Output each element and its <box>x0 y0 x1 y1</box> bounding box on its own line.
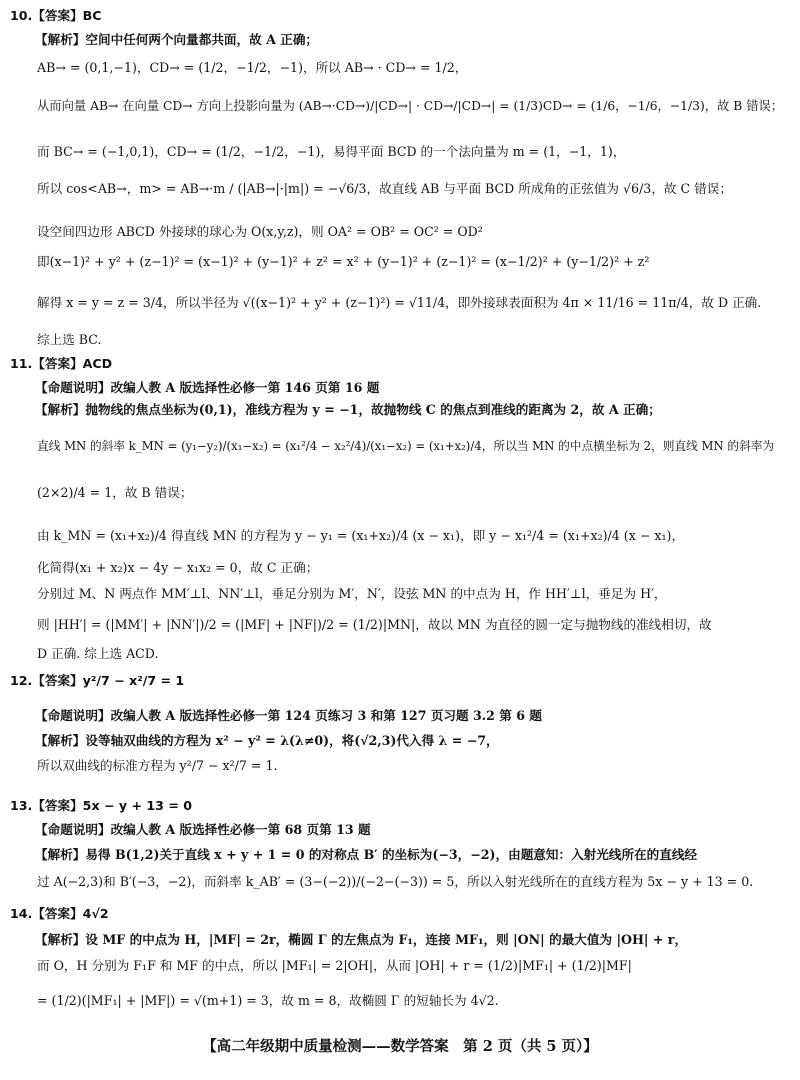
answer-text-line: 即(x−1)² + y² + (z−1)² = (x−1)² + (y−1)² + z² = x² + (y−1)² + (z−1)² = (x−1/2)² + (y−1/2)² + z² <box>37 254 650 269</box>
answer-text-line: (2×2)/4 = 1，故 B 错误； <box>37 485 193 500</box>
answer-text-line: 设空间四边形 ABCD 外接球的球心为 O(x,y,z)，则 OA² = OB² = OC² = OD² <box>37 224 483 239</box>
question-answer-line: 10.【答案】BC <box>10 8 102 23</box>
answer-text-line: = (1/2)(|MF₁| + |MF|) = √(m+1) = 3，故 m = 8，故椭圆 Γ 的短轴长为 4√2. <box>37 993 499 1008</box>
answer-text-line: 所以 cos<AB→，m> = AB→·m / (|AB→|·|m|) = −√6/3，故直线 AB 与平面 BCD 所成角的正弦值为 √6/3，故 C 错误； <box>37 181 732 196</box>
answer-text-line: 【命题说明】改编人教 A 版选择性必修一第 124 页练习 3 和第 127 页习题 3.2 第 6 题 <box>35 708 543 723</box>
answer-text-line: AB→ = (0,1,−1)，CD→ = (1/2，−1/2，−1)，所以 AB→ · CD→ = 1/2， <box>37 60 468 75</box>
answer-text-line: 而 BC→ = (−1,0,1)，CD→ = (1/2，−1/2，−1)，易得平面 BCD 的一个法向量为 m = (1，−1，1)， <box>37 144 626 159</box>
question-answer-line: 14.【答案】4√2 <box>10 906 109 921</box>
answer-text-line: 过 A(−2,3)和 B′(−3，−2)，而斜率 k_AB′ = (3−(−2))/(−2−(−3)) = 5，所以入射光线所在的直线方程为 5x − y + 13 = 0. <box>37 874 754 889</box>
answer-text-line: 由 k_MN = (x₁+x₂)/4 得直线 MN 的方程为 y − y₁ = (x₁+x₂)/4 (x − x₁)，即 y − x₁²/4 = (x₁+x₂)/4 (x − x₁)， <box>37 528 685 543</box>
answer-text-line: 综上选 BC. <box>37 332 102 347</box>
answer-text-line: 【解析】设等轴双曲线的方程为 x² − y² = λ(λ≠0)，将(√2,3)代入得 λ = −7， <box>35 733 499 748</box>
answer-text-line: 【解析】设 MF 的中点为 H，|MF| = 2r，椭圆 Γ 的左焦点为 F₁，连接 MF₁，则 |ON| 的最大值为 |OH| + r， <box>35 932 688 947</box>
answer-text-line: 直线 MN 的斜率 k_MN = (y₁−y₂)/(x₁−x₂) = (x₁²/4 − x₂²/4)/(x₁−x₂) = (x₁+x₂)/4，所以当 MN 的中点横坐标为 2，则直线 MN 的斜率为 <box>37 439 775 453</box>
answer-text-line: 所以双曲线的标准方程为 y²/7 − x²/7 = 1. <box>37 758 278 773</box>
answer-text-line: 解得 x = y = z = 3/4，所以半径为 √((x−1)² + y² + (z−1)²) = √11/4，即外接球表面积为 4π × 11/16 = 11π/4，故 D 正确. <box>37 295 762 310</box>
question-answer-line: 12.【答案】y²/7 − x²/7 = 1 <box>10 673 185 688</box>
question-answer-line: 11.【答案】ACD <box>10 356 113 371</box>
answer-text-line: 【解析】易得 B(1,2)关于直线 x + y + 1 = 0 的对称点 B′ 的坐标为(−3，−2)，由题意知：入射光线所在的直线经 <box>35 847 698 862</box>
page-footer: 【高二年级期中质量检测——数学答案 第 2 页（共 5 页）】 <box>202 1038 598 1055</box>
answer-text-line: 【解析】抛物线的焦点坐标为(0,1)，准线方程为 y = −1，故抛物线 C 的焦点到准线的距离为 2，故 A 正确； <box>35 402 661 417</box>
answer-text-line: D 正确. 综上选 ACD. <box>37 646 159 661</box>
answer-text-line: 化简得(x₁ + x₂)x − 4y − x₁x₂ = 0，故 C 正确； <box>37 560 319 575</box>
answer-text-line: 【命题说明】改编人教 A 版选择性必修一第 68 页第 13 题 <box>35 822 371 837</box>
answer-text-line: 【解析】空间中任何两个向量都共面，故 A 正确； <box>35 32 319 47</box>
answer-text-line: 从而向量 AB→ 在向量 CD→ 方向上投影向量为 (AB→·CD→)/|CD→| · CD→/|CD→| = (1/3)CD→ = (1/6，−1/6，−1/3)，故 B 错误； <box>37 99 784 113</box>
question-answer-line: 13.【答案】5x − y + 13 = 0 <box>10 798 193 813</box>
answer-text-line: 而 O，H 分别为 F₁F 和 MF 的中点，所以 |MF₁| = 2|OH|，从而 |OH| + r = (1/2)|MF₁| + (1/2)|MF| <box>37 958 632 973</box>
answer-text-line: 则 |HH′| = (|MM′| + |NN′|)/2 = (|MF| + |NF|)/2 = (1/2)|MN|，故以 MN 为直径的圆一定与抛物线的准线相切，故 <box>37 617 712 632</box>
answer-text-line: 【命题说明】改编人教 A 版选择性必修一第 146 页第 16 题 <box>35 380 380 395</box>
answer-text-line: 分别过 M、N 两点作 MM′⊥l、NN′⊥l，垂足分别为 M′，N′，设弦 MN 的中点为 H，作 HH′⊥l，垂足为 H′， <box>37 586 667 601</box>
